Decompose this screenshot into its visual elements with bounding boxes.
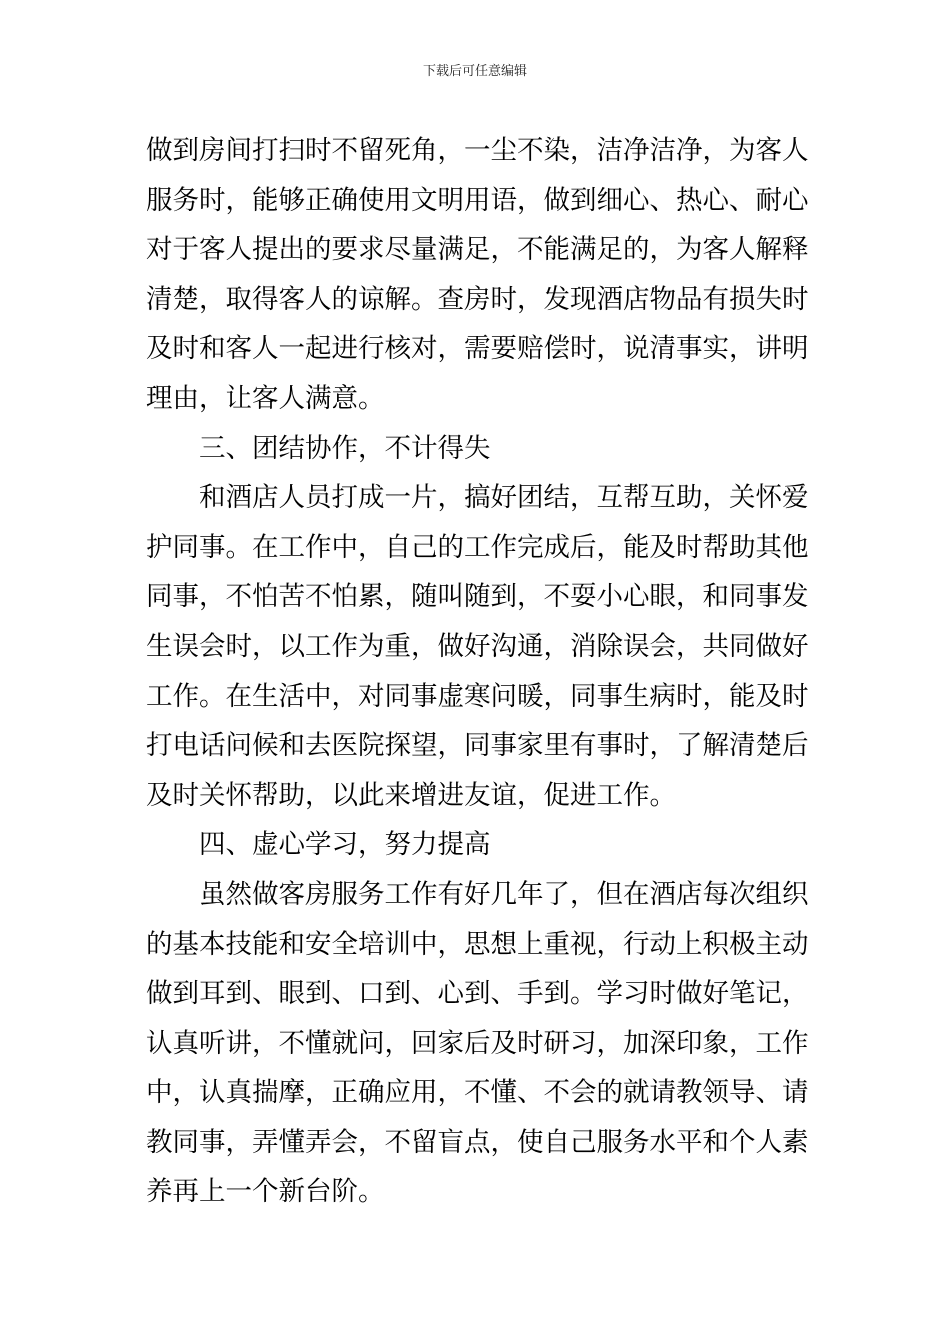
text-line: 及时关怀帮助，以此来增进友谊，促进工作。 xyxy=(146,779,676,811)
text-line: 做到房间打扫时不留死角，一尘不染，洁净洁净，为客人 xyxy=(146,135,808,166)
text-line: 同事，不怕苦不怕累，随叫随到，不耍小心眼，和同事发 xyxy=(146,581,808,613)
text-line: 养再上一个新台阶。 xyxy=(146,1176,385,1208)
text-line: 做到耳到、眼到、口到、心到、手到。学习时做好笔记， xyxy=(146,978,808,1010)
text-line: 教同事，弄懂弄会，不留盲点，使自己服务水平和个人素 xyxy=(146,1126,808,1158)
text-line: 虽然做客房服务工作有好几年了，但在酒店每次组织 xyxy=(199,878,808,910)
text-line: 服务时，能够正确使用文明用语，做到细心、热心、耐心 xyxy=(146,184,808,216)
page-header: 下载后可任意编辑 xyxy=(422,64,527,79)
text-line: 护同事。在工作中，自己的工作完成后，能及时帮助其他 xyxy=(146,531,808,563)
text-line: 及时和客人一起进行核对，需要赔偿时，说清事实，讲明 xyxy=(146,333,808,365)
text-line: 清楚，取得客人的谅解。查房时，发现酒店物品有损失时 xyxy=(146,283,808,315)
text-line: 和酒店人员打成一片，搞好团结，互帮互助，关怀爱 xyxy=(199,482,808,514)
text-line: 的基本技能和安全培训中，思想上重视，行动上积极主动 xyxy=(146,928,808,960)
text-line: 理由，让客人满意。 xyxy=(146,382,385,414)
text-line: 生误会时，以工作为重，做好沟通，消除误会，共同做好 xyxy=(146,630,808,662)
section-heading: 四、虚心学习，努力提高 xyxy=(199,829,491,861)
text-line: 中，认真揣摩，正确应用，不懂、不会的就请教领导、请 xyxy=(146,1077,808,1109)
text-line: 认真听讲，不懂就问，回家后及时研习，加深印象，工作 xyxy=(146,1027,808,1059)
document-body xyxy=(146,126,808,1217)
text-line: 打电话问候和去医院探望，同事家里有事时，了解清楚后 xyxy=(146,730,808,762)
text-line: 工作。在生活中，对同事虚寒问暖，同事生病时，能及时 xyxy=(146,680,808,712)
text-line: 对于客人提出的要求尽量满足，不能满足的，为客人解释 xyxy=(146,234,808,266)
section-heading: 三、团结协作，不计得失 xyxy=(199,432,491,464)
